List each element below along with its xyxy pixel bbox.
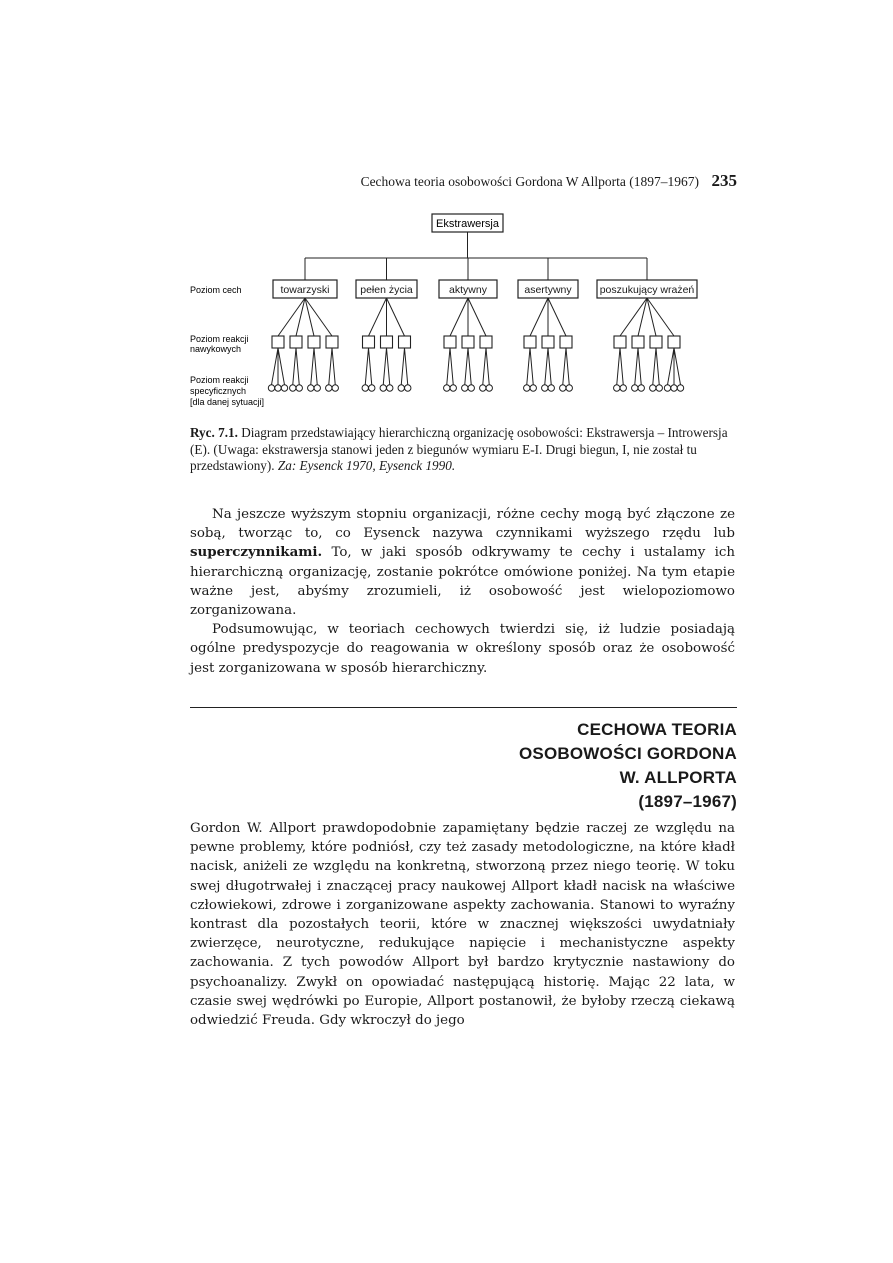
connector-line <box>530 348 533 385</box>
connector-line <box>329 348 332 385</box>
response-circle <box>620 385 626 391</box>
paragraph-text: To, w jaki sposób odkrywamy te cechy i ustalamy ich hierarchiczną organizację, zostanie pokrótce omówione poniżej. Na tym etapie ważne jest, abyśmy zrozumieli, iż osobowość jest wielopoziomowo zorganizowana. <box>190 545 735 619</box>
response-circle <box>387 385 393 391</box>
connector-line <box>405 348 408 385</box>
response-circle <box>542 385 548 391</box>
response-circle <box>326 385 332 391</box>
connector-line <box>450 298 468 336</box>
heading-line: CECHOWA TEORIA <box>577 720 737 739</box>
habit-box <box>542 336 554 348</box>
habit-box <box>272 336 284 348</box>
response-circle <box>296 385 302 391</box>
connector-line <box>332 348 335 385</box>
paragraph-text: Na jeszcze wyższym stopniu organizacji, różne cechy mogą być złączone ze sobą, tworząc to, co Eysenck nazywa czynnikami wyższego rzędu lub <box>190 507 735 542</box>
connector-line <box>450 348 453 385</box>
heading-line: OSOBOWOŚCI GORDONA <box>519 744 737 763</box>
trait-label: aktywny <box>449 284 487 296</box>
caption-text: Diagram przedstawiający hierarchiczną organizację osobowości: Ekstrawersja – Introwersja (E). (Uwaga: ekstrawersja stanowi jeden z biegunów wymiaru E-I. Drugi biegun, I, nie został tu przedstawiony). <box>190 425 728 473</box>
section-heading <box>519 718 737 814</box>
hierarchy-diagram <box>0 0 893 420</box>
running-head-title: Cechowa teoria osobowości Gordona W Allporta (1897–1967) <box>360 174 699 189</box>
connector-line <box>668 348 675 385</box>
response-circle <box>664 385 670 391</box>
habit-box <box>524 336 536 348</box>
connector-line <box>566 348 569 385</box>
habit-box <box>444 336 456 348</box>
level-label-specific-2: specyficznych <box>190 386 247 396</box>
heading-line: W. ALLPORTA <box>619 768 737 787</box>
level-label-specific-1: Poziom reakcji <box>190 375 249 385</box>
caption-source: Za: Eysenck 1970, Eysenck 1990. <box>277 458 456 473</box>
habit-box <box>560 336 572 348</box>
connector-line <box>548 298 566 336</box>
connector-line <box>369 348 372 385</box>
figure-caption <box>190 425 735 475</box>
connector-line <box>272 348 279 385</box>
trait-label: pełen życia <box>360 284 413 296</box>
response-circle <box>332 385 338 391</box>
paragraph: Gordon W. Allport prawdopodobnie zapamiętany będzie raczej ze względu na pewne problemy, które podniósł, czy też zasady metodologiczne, na które kładł nacisk, aniżeli ze względu na konkretną, stworzoną przez niego teorię. W toku swej długotrwałej i znaczącej pracy naukowej Allport kładł nacisk na właściwe człowiekowi, zdrowe i zorganizowane aspekty zachowania. Stanowi to wyraźny kontrast dla pozostałych teorii, które w znacznej większości uwydatniały zwierzęce, neurotyczne, redukujące napięcie i mechanistyczne aspekty zachowania. Z tych powodów Allport był bardzo krytycznie nastawiony do psychoanalizy. Zwykł on opowiadać następującą historię. Mając 22 lata, w czasie swej wędrówki po Europie, Allport postanowił, że byłoby rzeczą ciekawą odwiedzić Freuda. Gdy wkroczył do jego <box>190 821 735 1029</box>
connector-line <box>369 298 387 336</box>
body-section-2 <box>190 819 735 1030</box>
connector-line <box>383 348 386 385</box>
connector-line <box>387 298 405 336</box>
connector-line <box>278 348 285 385</box>
habit-box <box>632 336 644 348</box>
habit-box <box>290 336 302 348</box>
section-divider <box>190 707 737 708</box>
response-circle <box>444 385 450 391</box>
connector-line <box>293 348 296 385</box>
habit-box <box>462 336 474 348</box>
connector-line <box>617 348 620 385</box>
connector-line <box>638 348 641 385</box>
paragraph <box>190 505 735 620</box>
habit-box <box>326 336 338 348</box>
connector-line <box>468 298 486 336</box>
habit-box <box>614 336 626 348</box>
connector-line <box>548 348 551 385</box>
response-circle <box>462 385 468 391</box>
habit-box <box>650 336 662 348</box>
response-circle <box>566 385 572 391</box>
connector-line <box>545 348 548 385</box>
connector-line <box>401 348 404 385</box>
response-circle <box>308 385 314 391</box>
connector-line <box>653 348 656 385</box>
bold-term: superczynnikami. <box>190 544 323 561</box>
connector-line <box>387 348 390 385</box>
response-circle <box>671 385 677 391</box>
response-circle <box>268 385 274 391</box>
trait-label: towarzyski <box>280 284 330 296</box>
trait-label: asertywny <box>524 284 572 296</box>
caption-label: Ryc. 7.1. <box>190 425 238 440</box>
habit-box <box>399 336 411 348</box>
level-label-habitual-2: nawykowych <box>190 344 242 354</box>
habit-box <box>308 336 320 348</box>
response-circle <box>362 385 368 391</box>
response-circle <box>548 385 554 391</box>
response-circle <box>405 385 411 391</box>
response-circle <box>380 385 386 391</box>
response-circle <box>614 385 620 391</box>
connector-line <box>530 298 548 336</box>
response-circle <box>632 385 638 391</box>
connector-line <box>656 348 659 385</box>
connector-line <box>486 348 489 385</box>
connector-line <box>468 348 471 385</box>
connector-line <box>527 348 530 385</box>
response-circle <box>560 385 566 391</box>
response-circle <box>638 385 644 391</box>
response-circle <box>468 385 474 391</box>
connector-line <box>563 348 566 385</box>
level-label-specific-3: [dla danej sytuacji] <box>190 397 265 407</box>
response-circle <box>650 385 656 391</box>
connector-line <box>311 348 314 385</box>
response-circle <box>530 385 536 391</box>
connector-line <box>674 348 681 385</box>
response-circle <box>290 385 296 391</box>
habit-box <box>363 336 375 348</box>
habit-box <box>381 336 393 348</box>
response-circle <box>480 385 486 391</box>
page-number: 235 <box>711 171 737 190</box>
level-label-habitual-1: Poziom reakcji <box>190 334 249 344</box>
response-circle <box>369 385 375 391</box>
connector-line <box>620 348 623 385</box>
habit-box <box>480 336 492 348</box>
paragraph: Podsumowując, w teoriach cechowych twierdzi się, iż ludzie posiadają ogólne predyspozycje do reagowania w określony sposób oraz że osobowość jest zorganizowana w sposób hierarchiczny. <box>190 622 735 676</box>
connector-line <box>365 348 368 385</box>
response-circle <box>677 385 683 391</box>
response-circle <box>398 385 404 391</box>
habit-box <box>668 336 680 348</box>
response-circle <box>524 385 530 391</box>
connector-line <box>635 348 638 385</box>
connector-line <box>465 348 468 385</box>
trait-label: poszukujący wrażeń <box>599 284 695 296</box>
response-circle <box>281 385 287 391</box>
body-section-1 <box>190 505 735 678</box>
connector-line <box>314 348 317 385</box>
connector-line <box>296 348 299 385</box>
level-label-traits: Poziom cech <box>190 285 242 295</box>
response-circle <box>656 385 662 391</box>
response-circle <box>275 385 281 391</box>
response-circle <box>314 385 320 391</box>
heading-line: (1897–1967) <box>638 792 737 811</box>
response-circle <box>450 385 456 391</box>
top-box-label: Ekstrawersja <box>436 218 499 230</box>
response-circle <box>486 385 492 391</box>
connector-line <box>447 348 450 385</box>
connector-line <box>483 348 486 385</box>
